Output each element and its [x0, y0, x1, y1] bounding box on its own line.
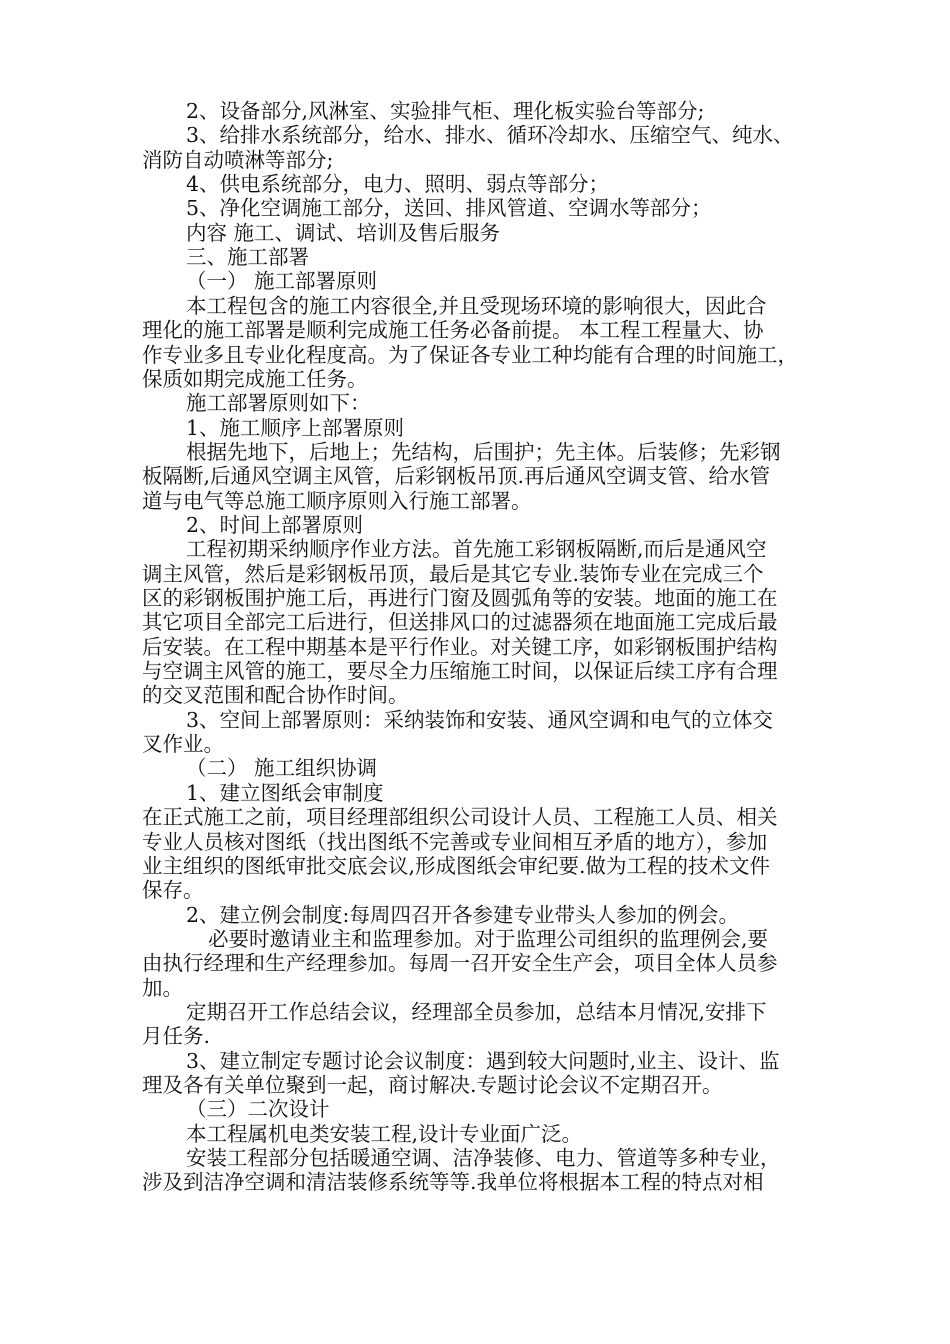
text-line: 叉作业。 — [142, 732, 224, 756]
text-line: 道与电气等总施工顺序原则入行施工部署。 — [142, 489, 532, 513]
text-line: 理及各有关单位聚到一起，商讨解决.专题讨论会议不定期召开。 — [142, 1073, 723, 1097]
text-line: 后安装。在工程中期基本是平行作业。对关键工序，如彩钢板围护结构 — [142, 635, 778, 659]
text-line: 涉及到洁净空调和清洁装修系统等等.我单位将根据本工程的特点对相 — [142, 1170, 764, 1194]
text-line: 工程初期采纳顺序作业方法。首先施工彩钢板隔断,而后是通风空 — [186, 537, 767, 561]
text-line: 保质如期完成施工任务。 — [142, 367, 368, 391]
text-line: 在正式施工之前，项目经理部组织公司设计人员、工程施工人员、相关 — [142, 805, 778, 829]
text-line: 内容 施工、调试、培训及售后服务 — [186, 221, 501, 245]
text-line: 1、建立图纸会审制度 — [186, 781, 384, 805]
text-line: 专业人员核对图纸（找出图纸不完善或专业间相互矛盾的地方），参加 — [142, 830, 768, 854]
text-line: 安装工程部分包括暖通空调、洁净装修、电力、管道等多种专业， — [186, 1146, 781, 1170]
text-line: 加。 — [142, 976, 183, 1000]
text-line: 其它项目全部完工后进行，但送排风口的过滤器须在地面施工完成后最 — [142, 610, 778, 634]
text-line: 作专业多且专业化程度高。为了保证各专业工种均能有合理的时间施工， — [142, 343, 798, 367]
text-line: 本工程属机电类安装工程,设计专业面广泛。 — [186, 1122, 583, 1146]
text-line: 3、建立制定专题讨论会议制度：遇到较大问题时,业主、设计、监 — [186, 1049, 780, 1073]
text-line: 板隔断,后通风空调主风管，后彩钢板吊顶.再后通风空调支管、给水管 — [142, 464, 771, 488]
text-line: 2、时间上部署原则 — [186, 513, 364, 537]
text-line: 定期召开工作总结会议，经理部全员参加，总结本月情况,安排下 — [186, 1000, 767, 1024]
text-line: 4、供电系统部分，电力、照明、弱点等部分； — [186, 172, 610, 196]
text-line: 2、建立例会制度:每周四召开各参建专业带头人参加的例会。 — [186, 903, 739, 927]
text-line: 区的彩钢板围护施工后，再进行门窗及圆弧角等的安装。地面的施工在 — [142, 586, 778, 610]
text-line: 施工部署原则如下： — [186, 391, 371, 415]
text-line: 消防自动喷淋等部分; — [142, 148, 334, 172]
text-line: 的交叉范围和配合协作时间。 — [142, 683, 409, 707]
text-line: 5、净化空调施工部分，送回、排风管道、空调水等部分； — [186, 196, 712, 220]
text-line: 3、给排水系统部分，给水、排水、循环冷却水、压缩空气、纯水、 — [186, 123, 794, 147]
subsection-heading: （三）二次设计 — [186, 1097, 330, 1121]
text-line: 调主风管，然后是彩钢板吊顶，最后是其它专业.装饰专业在完成三个 — [142, 562, 764, 586]
text-line: 2、设备部分,风淋室、实验排气柜、理化板实验台等部分; — [186, 99, 705, 123]
subsection-heading: （二） 施工组织协调 — [186, 756, 378, 780]
text-line: 由执行经理和生产经理参加。每周一召开安全生产会，项目全体人员参 — [142, 951, 778, 975]
section-heading: 三、施工部署 — [186, 245, 309, 269]
text-line: 理化的施工部署是顺利完成施工任务必备前提。 本工程工程量大、协 — [142, 318, 764, 342]
text-line: 3、空间上部署原则：采纳装饰和安装、通风空调和电气的立体交 — [186, 708, 774, 732]
text-line: 本工程包含的施工内容很全,并且受现场环境的影响很大，因此合 — [186, 294, 767, 318]
text-line: 与空调主风管的施工，要尽全力压缩施工时间，以保证后续工序有合理 — [142, 659, 778, 683]
text-line: 根据先地下，后地上；先结构，后围护；先主体。后装修；先彩钢 — [186, 440, 781, 464]
text-line: 必要时邀请业主和监理参加。对于监理公司组织的监理例会,要 — [208, 927, 769, 951]
text-line: 保存。 — [142, 878, 204, 902]
text-line: 1、施工顺序上部署原则 — [186, 416, 405, 440]
text-line: 业主组织的图纸审批交底会议,形成图纸会审纪要.做为工程的技术文件 — [142, 854, 771, 878]
subsection-heading: （一） 施工部署原则 — [186, 269, 378, 293]
text-line: 月任务. — [142, 1024, 211, 1048]
